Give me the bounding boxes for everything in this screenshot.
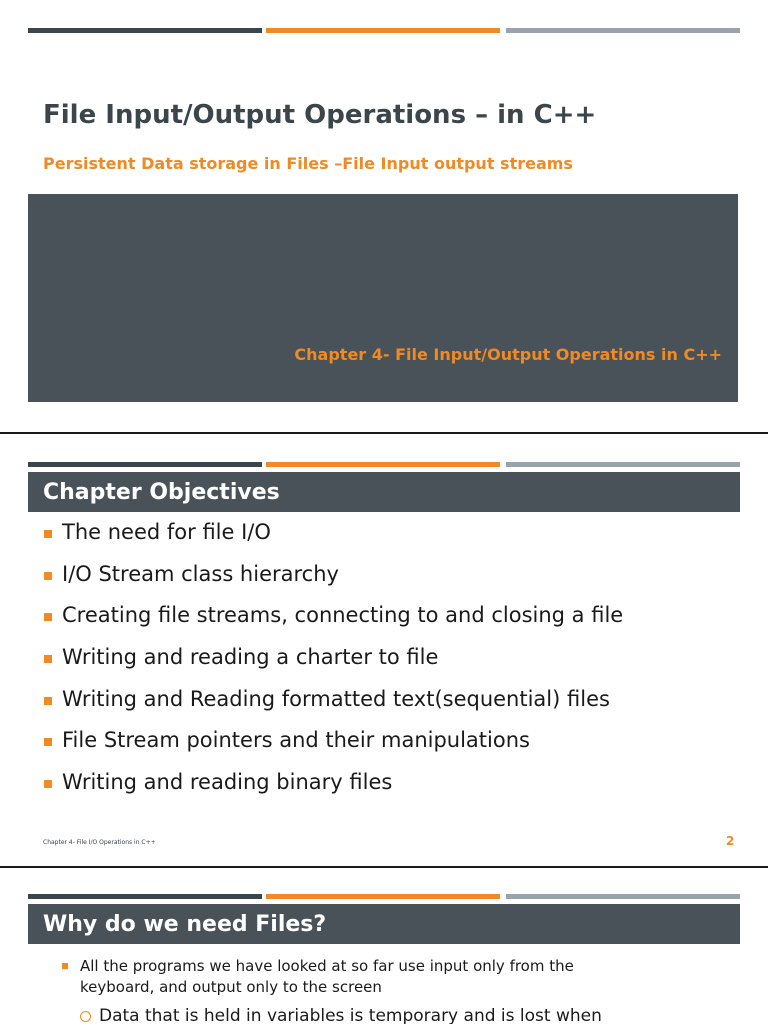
list-item (44, 687, 623, 729)
slide-title (0, 0, 768, 432)
slide-title-heading: File Input/Output Operations – in C++ (43, 100, 597, 130)
accent-bar-grey (506, 462, 740, 467)
accent-bars (28, 28, 740, 33)
slide-subtitle: Persistent Data storage in Files –File Input output streams (43, 154, 573, 173)
slide-footer: Chapter 4- File I/O Operations in C++ (43, 839, 156, 846)
section-heading: Chapter Objectives (43, 480, 280, 505)
square-bullet-icon (44, 613, 52, 621)
list-item-text: File Stream pointers and their manipulations (62, 728, 530, 753)
accent-bar-orange (266, 28, 500, 33)
list-item-text: Creating file streams, connecting to and closing a file (62, 603, 624, 628)
list-item (44, 770, 623, 812)
accent-bar-orange (266, 462, 500, 467)
chapter-label: Chapter 4- File Input/Output Operations in C++ (294, 345, 722, 364)
section-header (28, 904, 740, 944)
objectives-list (44, 520, 623, 812)
square-bullet-icon (44, 530, 52, 538)
slide-why-files (0, 868, 768, 1024)
square-bullet-icon (44, 697, 52, 705)
accent-bar-grey (506, 28, 740, 33)
list-item (44, 520, 623, 562)
accent-bar-orange (266, 894, 500, 899)
list-item-text: Writing and Reading formatted text(sequential) files (62, 686, 610, 711)
accent-bars (28, 462, 740, 467)
square-bullet-icon (44, 780, 52, 788)
sub-list-item (80, 1006, 602, 1024)
list-item (44, 645, 623, 687)
title-dark-panel (28, 194, 738, 402)
list-item-text: Writing and reading a charter to file (62, 645, 439, 670)
list-item-text: The need for file I/O (62, 520, 271, 544)
accent-bar-grey (506, 894, 740, 899)
accent-bar-dark (28, 462, 262, 467)
list-item (44, 603, 623, 645)
accent-bar-dark (28, 28, 262, 33)
hollow-circle-bullet-icon (80, 1011, 91, 1022)
slide-objectives (0, 434, 768, 866)
section-header (28, 472, 740, 512)
square-bullet-icon (44, 738, 52, 746)
list-item (44, 728, 623, 770)
accent-bar-dark (28, 894, 262, 899)
square-bullet-icon (44, 655, 52, 663)
square-bullet-icon (44, 572, 52, 580)
list-item-text: Writing and reading binary files (62, 770, 393, 795)
square-bullet-icon (62, 963, 68, 969)
why-files-list (62, 956, 640, 998)
section-heading: Why do we need Files? (43, 912, 327, 937)
list-item (62, 956, 640, 998)
list-item-text: I/O Stream class hierarchy (62, 561, 339, 586)
sub-list-item-text: Data that is held in variables is temporary and is lost when (99, 1006, 602, 1024)
list-item-text: All the programs we have looked at so far use input only from the keyboard, and output only to the screen (80, 957, 574, 996)
list-item (44, 562, 623, 604)
page-number: 2 (726, 834, 735, 848)
accent-bars (28, 894, 740, 899)
